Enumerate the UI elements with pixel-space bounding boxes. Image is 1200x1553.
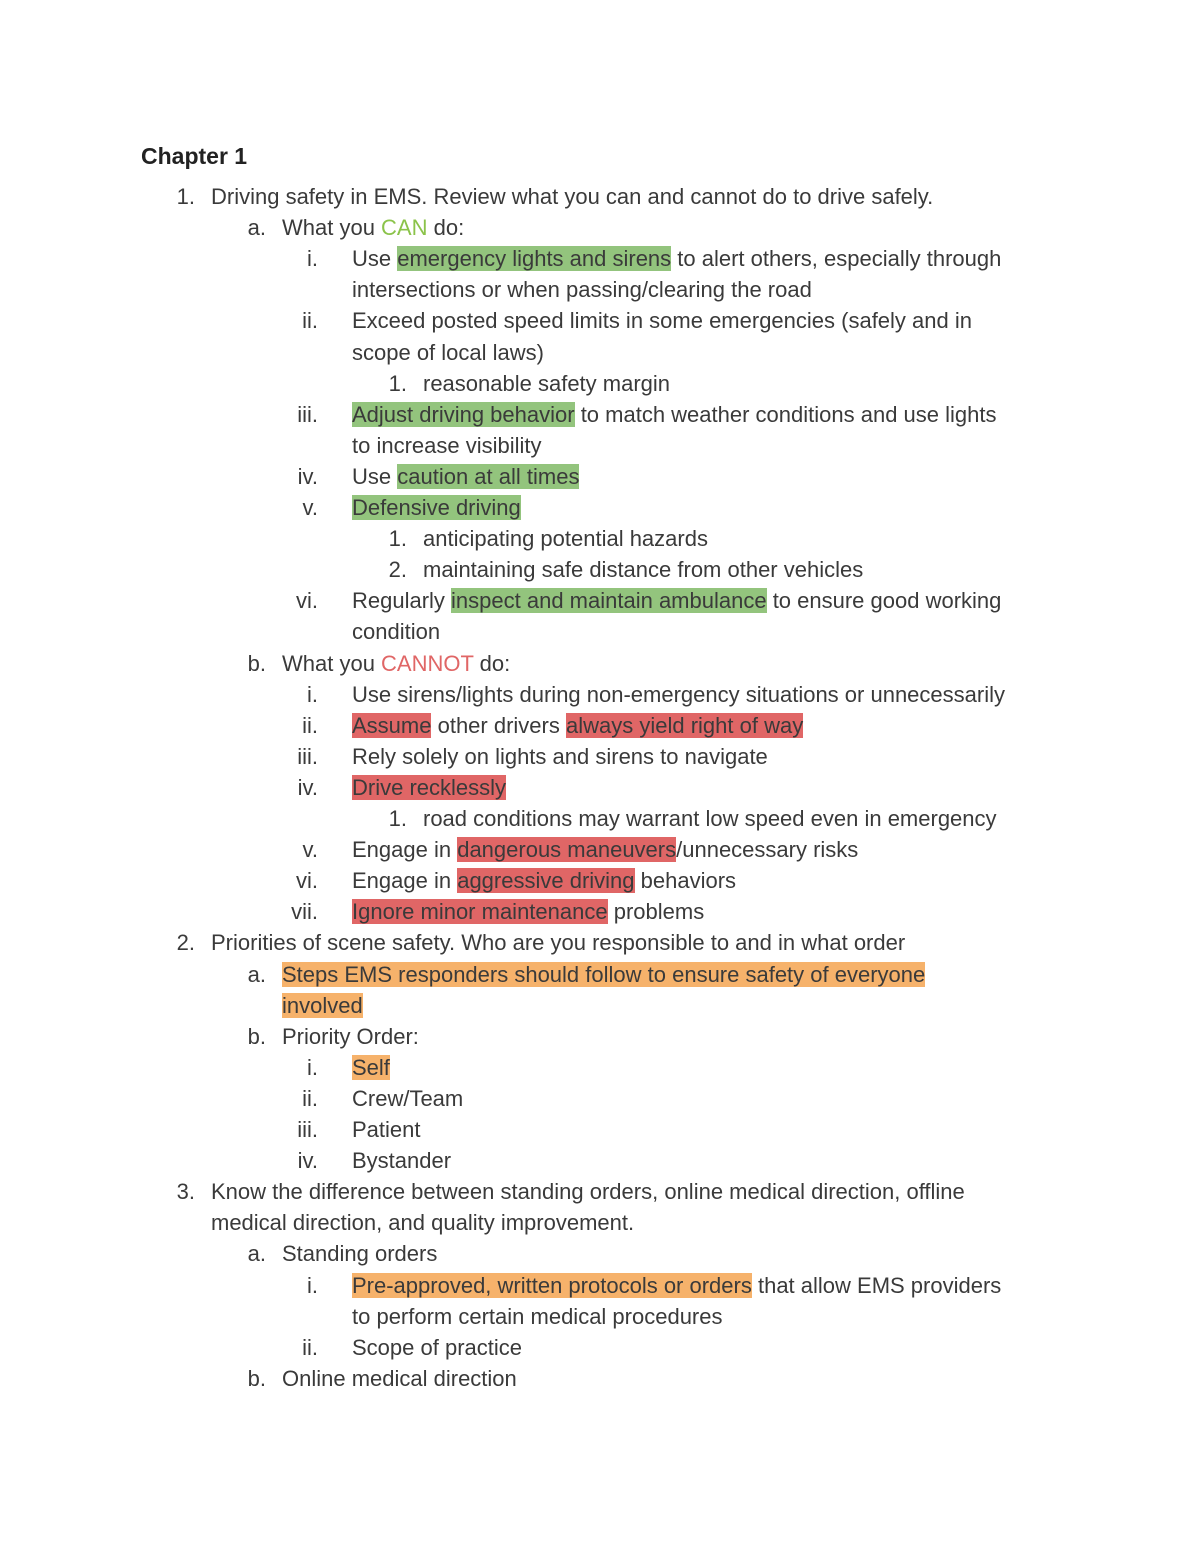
text-segment: to alert others, especially through: [671, 246, 1002, 272]
list-item: [282, 1363, 517, 1394]
text-segment: condition: [352, 619, 441, 645]
list-marker: 1.: [388, 526, 407, 552]
list-marker: iii.: [297, 743, 318, 769]
colored-text: CANNOT: [381, 650, 474, 676]
list-item: [352, 399, 997, 430]
highlighted-text: involved: [282, 992, 363, 1018]
text-segment: do:: [427, 215, 465, 241]
list-marker: v.: [302, 837, 318, 863]
text-segment: problems: [607, 899, 705, 925]
text-segment: to increase visibility: [352, 432, 542, 458]
highlighted-text: aggressive driving: [457, 868, 635, 894]
list-marker: vii.: [291, 899, 318, 925]
list-marker: ii.: [302, 712, 318, 738]
list-marker: i.: [307, 1054, 318, 1080]
text-segment: Know the difference between standing orders, online medical direction, offline: [211, 1179, 965, 1205]
list-marker: iii.: [297, 1117, 318, 1142]
list-item: [211, 1176, 965, 1207]
list-marker: 3.: [176, 1179, 195, 1205]
text-segment: Bystander: [352, 1148, 452, 1174]
list-item: [282, 648, 510, 679]
list-marker: 1.: [388, 806, 407, 831]
list-marker: i.: [307, 246, 318, 272]
text-segment: Priority Order:: [282, 1023, 419, 1049]
text-segment: road conditions may warrant low speed even in emergency: [423, 806, 997, 831]
text-segment: behaviors: [634, 868, 737, 894]
list-item: [352, 741, 768, 772]
list-item: [352, 430, 542, 461]
text-segment: do:: [473, 650, 511, 676]
highlighted-text: Ignore minor maintenance: [352, 899, 608, 925]
text-segment: Priorities of scene safety. Who are you responsible to and in what order: [211, 930, 906, 956]
highlighted-text: dangerous maneuvers: [457, 837, 677, 863]
text-segment: What you: [282, 215, 382, 241]
list-item: [352, 772, 506, 803]
text-segment: intersections or when passing/clearing the road: [352, 277, 812, 303]
list-item: [352, 305, 972, 336]
list-item: [282, 990, 363, 1021]
text-segment: /unnecessary risks: [676, 837, 859, 863]
list-item: [423, 523, 708, 554]
list-marker: 2.: [388, 557, 407, 583]
text-segment: to match weather conditions and use lights: [574, 401, 997, 427]
list-marker: vi.: [296, 868, 318, 894]
list-item: [352, 274, 812, 305]
list-item: [352, 1114, 421, 1145]
list-item: [352, 585, 1001, 616]
highlighted-text: always yield right of way: [565, 712, 804, 738]
list-item: [352, 710, 803, 741]
text-segment: Rely solely on lights and sirens to navigate: [352, 743, 768, 769]
text-segment: other drivers: [431, 712, 566, 738]
list-marker: i.: [307, 1272, 318, 1298]
list-marker: a.: [247, 961, 266, 987]
list-marker: b.: [247, 650, 266, 676]
list-item: [423, 803, 997, 834]
list-item: [352, 679, 1005, 710]
list-marker: ii.: [302, 1085, 318, 1111]
list-marker: i.: [307, 681, 318, 707]
list-item: [352, 1083, 463, 1114]
list-marker: a.: [247, 215, 266, 241]
list-item: [352, 1052, 390, 1083]
list-marker: iii.: [297, 401, 318, 427]
text-segment: What you: [282, 650, 382, 676]
list-marker: iv.: [297, 1148, 318, 1174]
list-item: [211, 927, 905, 958]
text-segment: Use sirens/lights during non-emergency situations or unnecessarily: [352, 681, 1005, 707]
text-segment: Regularly: [352, 588, 452, 614]
list-marker: v.: [302, 495, 318, 520]
list-item: [282, 212, 464, 243]
highlighted-text: Defensive driving: [352, 495, 521, 520]
highlighted-text: inspect and maintain ambulance: [451, 588, 767, 614]
list-item: [282, 959, 925, 990]
list-item: [352, 834, 858, 865]
text-segment: Online medical direction: [282, 1365, 517, 1391]
highlighted-text: emergency lights and sirens: [397, 246, 672, 272]
list-item: [423, 554, 863, 585]
list-item: [352, 492, 521, 523]
list-marker: iv.: [297, 463, 318, 489]
highlighted-text: Pre-approved, written protocols or orders: [352, 1272, 752, 1298]
text-segment: that allow EMS providers: [751, 1272, 1002, 1298]
list-marker: ii.: [302, 1334, 318, 1360]
list-marker: 1.: [388, 370, 407, 396]
text-segment: Exceed posted speed limits in some emergencies (safely and in: [352, 308, 972, 334]
text-segment: Use: [352, 463, 398, 489]
list-item: [352, 896, 704, 927]
colored-text: CAN: [381, 215, 428, 241]
list-marker: 1.: [176, 184, 195, 209]
list-item: [352, 865, 736, 896]
list-item: [352, 461, 579, 492]
list-marker: b.: [247, 1365, 266, 1391]
list-marker: a.: [247, 1241, 266, 1267]
highlighted-text: caution at all times: [397, 463, 580, 489]
highlighted-text: Assume: [352, 712, 432, 738]
highlighted-text: Adjust driving behavior: [352, 401, 575, 427]
text-segment: Crew/Team: [352, 1085, 464, 1111]
list-item: [211, 1207, 634, 1238]
list-item: [352, 616, 440, 647]
text-segment: to perform certain medical procedures: [352, 1303, 723, 1329]
highlighted-text: Steps EMS responders should follow to ensure safety of everyone: [282, 961, 926, 987]
list-item: [282, 1238, 437, 1269]
list-marker: iv.: [297, 774, 318, 800]
text-segment: Use: [352, 246, 398, 272]
list-item: [282, 1021, 419, 1052]
list-marker: ii.: [302, 308, 318, 334]
list-item: [352, 1332, 522, 1363]
text-segment: Driving safety in EMS. Review what you can and cannot do to drive safely.: [211, 184, 934, 209]
text-segment: maintaining safe distance from other vehicles: [423, 557, 864, 583]
text-segment: scope of local laws): [352, 339, 544, 365]
list-item: [423, 368, 670, 399]
text-segment: Scope of practice: [352, 1334, 522, 1360]
text-segment: Patient: [352, 1117, 421, 1142]
list-item: [352, 243, 1001, 274]
list-marker: b.: [247, 1023, 266, 1049]
text-segment: Engage in: [352, 837, 458, 863]
highlighted-text: Drive recklessly: [352, 774, 507, 800]
text-segment: Engage in: [352, 868, 458, 894]
highlighted-text: Self: [352, 1054, 390, 1080]
text-segment: reasonable safety margin: [423, 370, 671, 396]
text-segment: Standing orders: [282, 1241, 438, 1267]
list-item: [211, 181, 933, 212]
list-marker: 2.: [176, 930, 195, 956]
text-segment: anticipating potential hazards: [423, 526, 708, 552]
list-item: [352, 337, 544, 368]
text-segment: medical direction, and quality improvement.: [211, 1210, 635, 1236]
list-item: [352, 1270, 1001, 1301]
chapter-heading: Chapter 1: [141, 143, 248, 169]
text-segment: to ensure good working: [766, 588, 1002, 614]
list-item: [352, 1145, 451, 1176]
list-marker: vi.: [296, 588, 318, 614]
list-item: [352, 1301, 723, 1332]
